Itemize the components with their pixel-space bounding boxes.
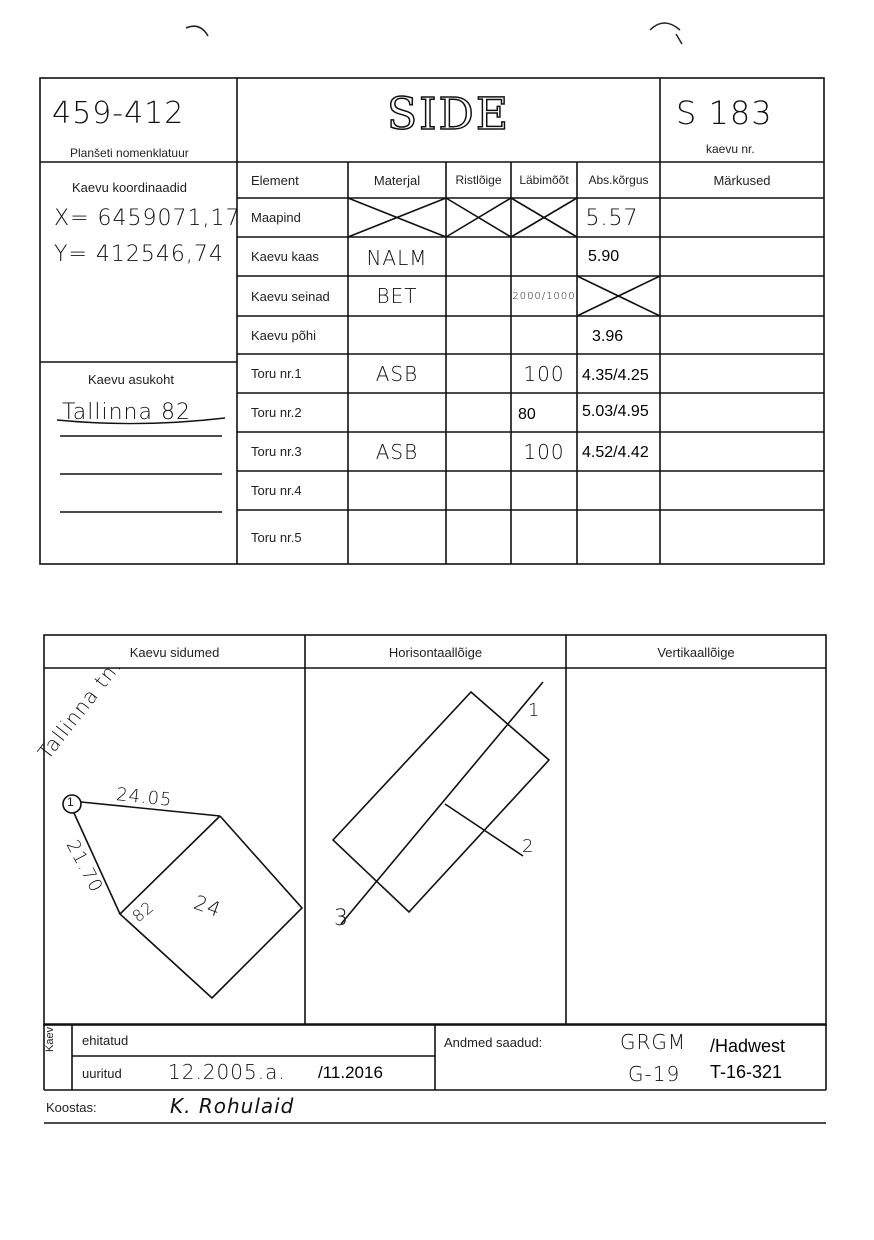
material-cell: ASB bbox=[375, 362, 419, 386]
col-header-notes: Märkused bbox=[713, 172, 771, 188]
sheet-number: 459-412 bbox=[52, 96, 185, 131]
surveyed-date-typed: /11.2016 bbox=[318, 1063, 383, 1082]
data-source-1: GRGM bbox=[620, 1030, 687, 1054]
coord-y: Y= 412546,74 bbox=[54, 242, 224, 267]
distance-top: 24.05 bbox=[115, 784, 174, 811]
location-label: Kaevu asukoht bbox=[88, 372, 175, 387]
row-label: Kaevu põhi bbox=[251, 327, 317, 343]
height-cell: 5.57 bbox=[585, 205, 639, 231]
sketch-header-horizontal: Horisontaallõige bbox=[388, 644, 483, 660]
pipe-1-label: 1 bbox=[528, 700, 541, 721]
row-label: Kaevu seinad bbox=[251, 288, 330, 304]
coords-label: Kaevu koordinaadid bbox=[72, 180, 187, 195]
kaev-side-label: Kaev bbox=[44, 1026, 56, 1052]
coord-x: X= 6459071,17 bbox=[54, 206, 241, 231]
house-number-2: 24 bbox=[190, 890, 225, 922]
sketch-header-vertical: Vertikaallõige bbox=[657, 644, 735, 660]
material-cell: BET bbox=[376, 284, 418, 308]
surveyed-label: uuritud bbox=[82, 1066, 122, 1081]
pipe-2-label: 2 bbox=[522, 836, 535, 857]
distance-left: 21.70 bbox=[61, 836, 107, 897]
data-source-2-typed: T-16-321 bbox=[710, 1062, 783, 1082]
sketch-header-ties: Kaevu sidumed bbox=[129, 644, 220, 660]
row-label: Toru nr.2 bbox=[251, 405, 302, 420]
col-header-material: Materjal bbox=[373, 172, 421, 188]
data-source-2: G-19 bbox=[628, 1062, 681, 1086]
house-number: 82 bbox=[128, 897, 158, 926]
diameter-cell: 100 bbox=[523, 362, 565, 386]
diameter-cell: 2000/1000 bbox=[512, 290, 576, 302]
diameter-cell: 80 bbox=[518, 406, 536, 423]
height-cell: 4.52/4.42 bbox=[582, 444, 649, 461]
form-title: SIDE bbox=[387, 88, 510, 140]
material-cell: NALM bbox=[366, 246, 428, 270]
location-value: Tallinna 82 bbox=[62, 400, 191, 425]
author-label: Koostas: bbox=[46, 1100, 97, 1115]
author-value: K. Rohulaid bbox=[170, 1094, 295, 1118]
row-label: Kaevu kaas bbox=[251, 249, 319, 264]
surveyed-date: 12.2005.a. bbox=[168, 1060, 286, 1084]
data-source-label: Andmed saadud: bbox=[444, 1035, 543, 1050]
height-cell: 5.03/4.95 bbox=[582, 403, 649, 420]
row-label: Maapind bbox=[251, 210, 301, 225]
sheet-label: Planšeti nomenklatuur bbox=[70, 146, 189, 160]
built-label: ehitatud bbox=[82, 1033, 129, 1048]
material-cell: ASB bbox=[375, 440, 419, 464]
row-label: Toru nr.5 bbox=[251, 529, 302, 545]
street-name: Tallinna tn. bbox=[33, 654, 127, 764]
height-cell: 5.90 bbox=[588, 248, 620, 265]
diameter-cell: 100 bbox=[523, 440, 565, 464]
well-mark: 1 bbox=[67, 795, 74, 809]
col-header-diam: Läbimõõt bbox=[519, 173, 569, 187]
well-id-label: kaevu nr. bbox=[706, 142, 755, 156]
pipe-3-label: 3 bbox=[334, 906, 349, 931]
well-id: S 183 bbox=[676, 94, 773, 132]
row-label: Toru nr.4 bbox=[251, 483, 302, 498]
col-header-cross: Ristlõige bbox=[455, 173, 502, 187]
data-source-1-typed: /Hadwest bbox=[710, 1036, 786, 1056]
col-header-height: Abs.kõrgus bbox=[588, 173, 649, 187]
height-cell: 3.96 bbox=[592, 328, 624, 345]
height-cell: 4.35/4.25 bbox=[582, 367, 649, 384]
col-header-element: Element bbox=[251, 172, 299, 188]
row-label: Toru nr.3 bbox=[251, 444, 302, 459]
row-label: Toru nr.1 bbox=[251, 366, 302, 381]
